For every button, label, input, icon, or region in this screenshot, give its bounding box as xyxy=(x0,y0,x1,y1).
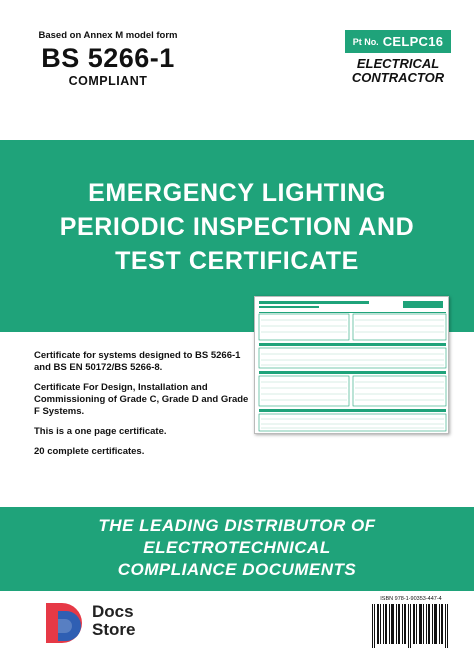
title-line-1: EMERGENCY LIGHTING xyxy=(88,179,386,207)
part-code: CELPC16 xyxy=(382,34,444,49)
role-line-1: ELECTRICAL xyxy=(356,56,440,71)
tagline-line-3: COMPLIANCE DOCUMENTS xyxy=(117,560,357,579)
tagline-line-2: ELECTROTECHNICAL xyxy=(143,538,331,557)
part-block xyxy=(338,30,458,85)
document-title xyxy=(0,176,474,278)
barcode-icon xyxy=(368,602,454,652)
part-number-badge xyxy=(345,30,452,53)
description-block xyxy=(34,350,249,466)
role-line-2: CONTRACTOR xyxy=(351,70,445,85)
compliance-block xyxy=(18,30,198,88)
logo-wordmark xyxy=(92,603,135,639)
part-prefix: Pt No. xyxy=(352,36,379,47)
compliance-label: COMPLIANT xyxy=(68,74,148,88)
title-line-2: PERIODIC INSPECTION AND xyxy=(59,213,415,241)
role-label xyxy=(338,57,458,85)
standard-code: BS 5266-1 xyxy=(41,43,175,73)
annex-note: Based on Annex M model form xyxy=(38,30,178,41)
isbn-barcode xyxy=(368,596,454,654)
docs-store-logo xyxy=(44,601,164,645)
logo-word-2: Store xyxy=(92,620,136,639)
description-para-4: 20 complete certificates. xyxy=(34,446,145,457)
description-para-1: Certificate for systems designed to BS 5266-1 and BS EN 50172/BS 5266-8. xyxy=(34,350,241,373)
description-para-2: Certificate For Design, Installation and Commissioning of Grade C, Grade D and Grade F Systems. xyxy=(34,382,249,417)
logo-word-1: Docs xyxy=(92,602,134,621)
isbn-number: ISBN 978-1-90353-447-4 xyxy=(380,596,442,602)
certificate-thumbnail xyxy=(255,297,449,434)
title-line-3: TEST CERTIFICATE xyxy=(115,247,359,275)
tagline-line-1: THE LEADING DISTRIBUTOR OF xyxy=(98,516,376,535)
certificate-preview-image xyxy=(254,296,449,434)
tagline-text xyxy=(0,515,474,581)
docs-store-logo-icon xyxy=(44,601,88,645)
description-para-3: This is a one page certificate. xyxy=(34,426,167,437)
tagline-band xyxy=(0,507,474,591)
